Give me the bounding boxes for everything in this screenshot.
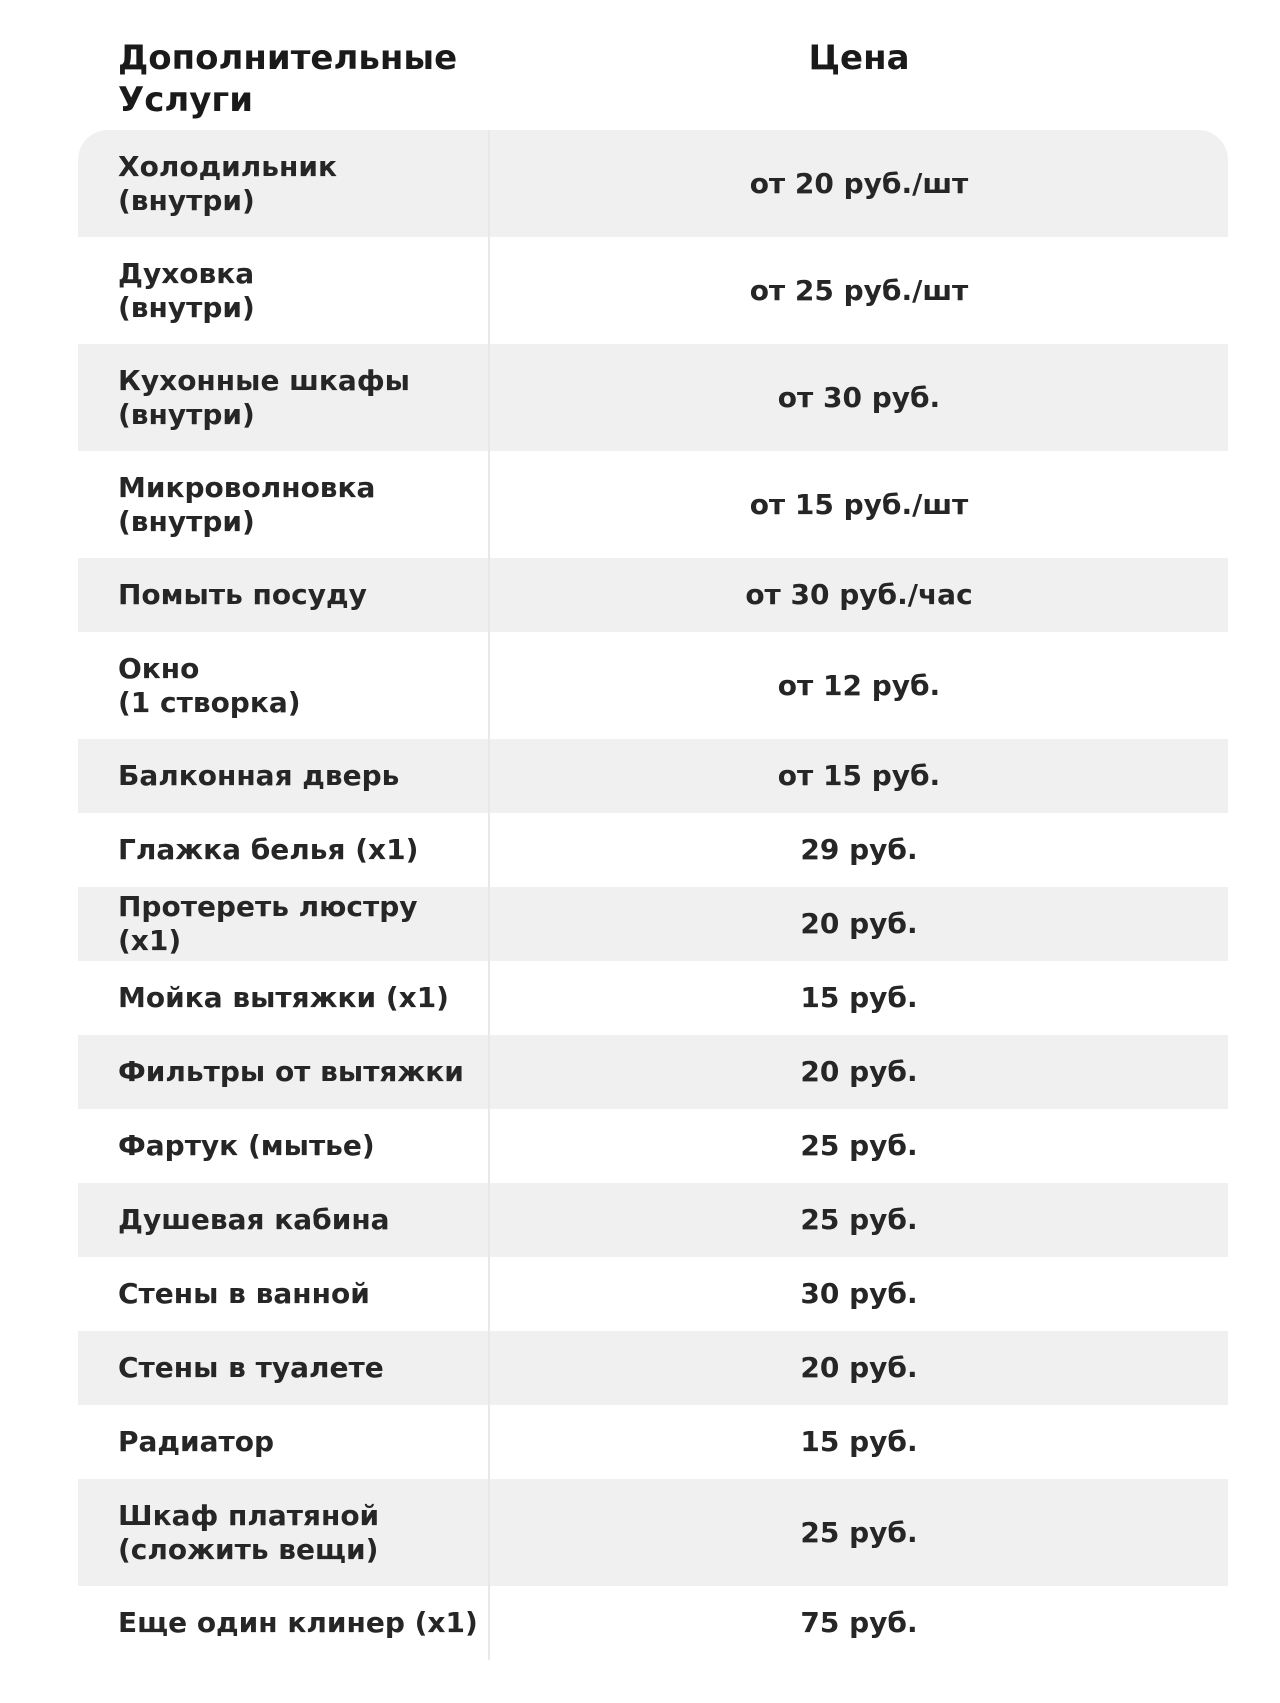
service-name: Протереть люстру (х1) bbox=[78, 887, 490, 961]
service-price: от 25 руб./шт bbox=[749, 273, 969, 307]
table-row bbox=[78, 1183, 1228, 1257]
service-price: от 12 руб. bbox=[777, 668, 941, 702]
table-row bbox=[78, 237, 1228, 344]
service-name: Холодильник (внутри) bbox=[78, 130, 490, 237]
service-name: Душевая кабина bbox=[78, 1183, 490, 1257]
service-price: 75 руб. bbox=[800, 1606, 918, 1639]
service-name: Балконная дверь bbox=[78, 739, 490, 813]
service-name: Фартук (мытье) bbox=[78, 1109, 490, 1183]
service-name: Духовка (внутри) bbox=[78, 237, 490, 344]
service-name: Стены в ванной bbox=[78, 1257, 490, 1331]
service-price: от 30 руб. bbox=[777, 380, 941, 414]
service-price: 25 руб. bbox=[800, 1203, 918, 1236]
table-row bbox=[78, 813, 1228, 887]
service-price: от 15 руб./шт bbox=[749, 487, 969, 521]
table-row bbox=[78, 130, 1228, 237]
service-price: 29 руб. bbox=[800, 833, 918, 866]
service-price: 30 руб. bbox=[800, 1277, 918, 1310]
service-name: Глажка белья (х1) bbox=[78, 813, 490, 887]
table-row bbox=[78, 558, 1228, 632]
table-row bbox=[78, 1257, 1228, 1331]
table-row bbox=[78, 1331, 1228, 1405]
header-price: Цена bbox=[808, 38, 910, 78]
service-price: от 15 руб. bbox=[777, 759, 941, 792]
table-row bbox=[78, 344, 1228, 451]
table-row bbox=[78, 1109, 1228, 1183]
service-name: Микроволновка (внутри) bbox=[78, 451, 490, 558]
price-table bbox=[78, 24, 1228, 1660]
table-row bbox=[78, 451, 1228, 558]
service-name: Окно (1 створка) bbox=[78, 632, 490, 739]
header-services: Дополнительные Услуги bbox=[118, 38, 458, 120]
service-name: Фильтры от вытяжки bbox=[78, 1035, 490, 1109]
service-price: 20 руб. bbox=[800, 1055, 918, 1088]
table-row bbox=[78, 632, 1228, 739]
service-price: 15 руб. bbox=[800, 1425, 918, 1458]
service-price: 20 руб. bbox=[800, 1351, 918, 1384]
service-price: 25 руб. bbox=[800, 1515, 918, 1549]
table-body bbox=[78, 130, 1228, 1660]
service-name: Мойка вытяжки (х1) bbox=[78, 961, 490, 1035]
service-price: 20 руб. bbox=[800, 907, 918, 940]
service-price: 25 руб. bbox=[800, 1129, 918, 1162]
table-row bbox=[78, 1479, 1228, 1586]
service-name: Стены в туалете bbox=[78, 1331, 490, 1405]
service-name: Еще один клинер (х1) bbox=[78, 1586, 490, 1660]
table-row bbox=[78, 887, 1228, 961]
table-header bbox=[78, 24, 1228, 130]
table-row bbox=[78, 961, 1228, 1035]
service-name: Радиатор bbox=[78, 1405, 490, 1479]
service-price: от 30 руб./час bbox=[745, 578, 973, 611]
service-name: Помыть посуду bbox=[78, 558, 490, 632]
service-price: 15 руб. bbox=[800, 981, 918, 1014]
service-name: Шкаф платяной (сложить вещи) bbox=[78, 1479, 490, 1586]
table-row bbox=[78, 1586, 1228, 1660]
service-price: от 20 руб./шт bbox=[749, 166, 969, 200]
table-row bbox=[78, 1035, 1228, 1109]
table-row bbox=[78, 1405, 1228, 1479]
table-row bbox=[78, 739, 1228, 813]
service-name: Кухонные шкафы (внутри) bbox=[78, 344, 490, 451]
